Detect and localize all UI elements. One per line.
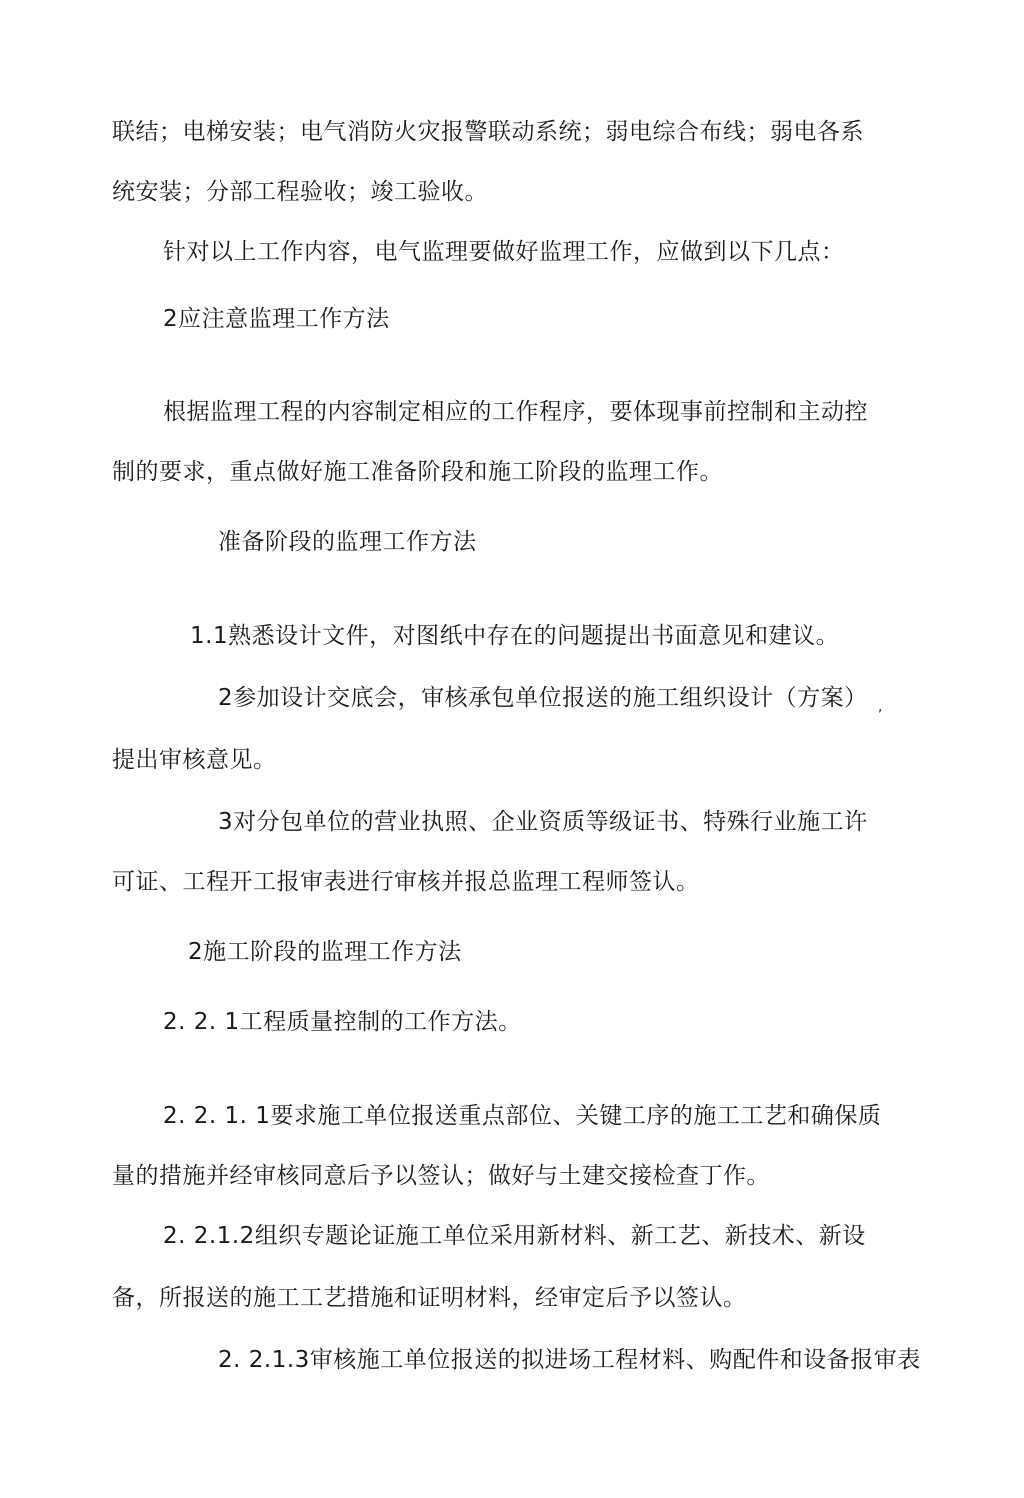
body-text-line: 制的要求，重点做好施工准备阶段和施工阶段的监理工作。 [112,459,723,485]
section-heading: 2应注意监理工作方法 [163,306,390,332]
list-item: 2. 2.1.2组织专题论证施工单位采用新材料、新工艺、新技术、新设 [163,1223,866,1249]
body-text-line: 联结；电梯安装；电气消防火灾报警联动系统；弱电综合布线；弱电各系 [112,119,864,145]
list-item: 1.1熟悉设计文件，对图纸中存在的问题提出书面意见和建议。 [190,623,840,649]
body-text-line: 针对以上工作内容，电气监理要做好监理工作，应做到以下几点： [163,239,845,265]
list-item: 2. 2.1.3审核施工单位报送的拟进场工程材料、购配件和设备报审表 [218,1347,921,1373]
list-item: 2. 2. 1. 1要求施工单位报送重点部位、关键工序的施工工艺和确保质 [163,1103,882,1129]
list-item: 3对分包单位的营业执照、企业资质等级证书、特殊行业施工许 [218,809,868,835]
body-text-line: 量的措施并经审核同意后予以签认；做好与土建交接检查丁作。 [112,1163,770,1189]
body-text-line: 提出审核意见。 [112,747,277,773]
section-heading: 2施工阶段的监理工作方法 [188,939,462,965]
body-text-line: 备，所报送的施工工艺措施和证明材料，经审定后予以签认。 [112,1285,747,1311]
stray-comma-mark: , [878,699,883,715]
section-heading: 准备阶段的监理工作方法 [218,529,477,555]
body-text-line: 根据监理工程的内容制定相应的工作程序，要体现事前控制和主动控 [163,399,868,425]
body-text-line: 可证、工程开工报审表进行审核并报总监理工程师签认。 [112,869,700,895]
list-item: 2参加设计交底会，审核承包单位报送的施工组织设计（方案） [218,685,868,711]
subsection-heading: 2. 2. 1工程质量控制的工作方法。 [163,1009,522,1035]
body-text-line: 统安装；分部工程验收；竣工验收。 [112,179,488,205]
